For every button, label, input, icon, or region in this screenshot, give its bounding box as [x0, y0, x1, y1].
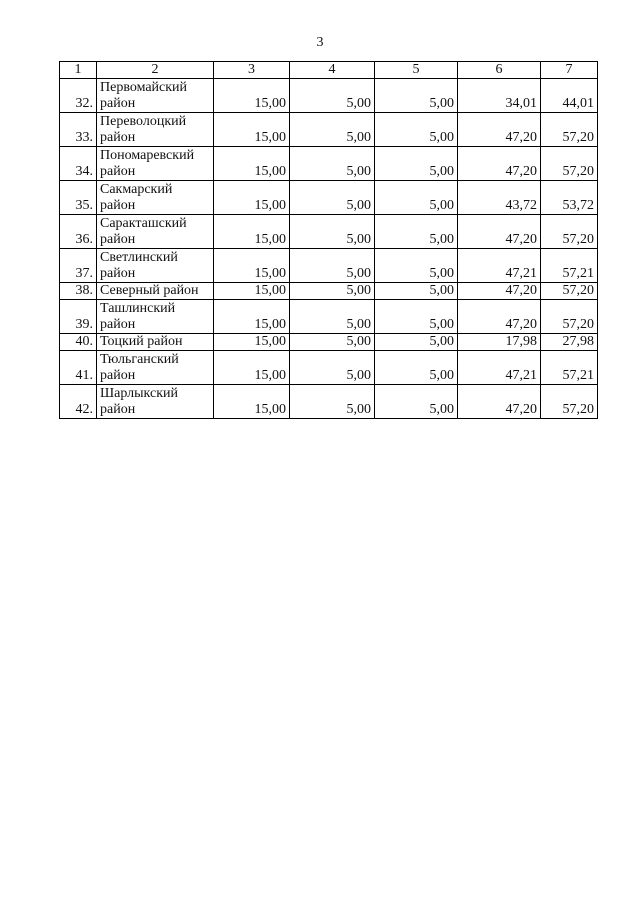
value-col7: 57,20 — [541, 147, 598, 181]
district-name: Пономаревский район — [97, 147, 214, 181]
value-col6: 47,20 — [458, 215, 541, 249]
value-col7: 53,72 — [541, 181, 598, 215]
value-col5: 5,00 — [375, 249, 458, 283]
value-col5: 5,00 — [375, 283, 458, 300]
value-col4: 5,00 — [290, 385, 375, 419]
row-number: 35. — [60, 181, 97, 215]
row-number: 36. — [60, 215, 97, 249]
district-name: Северный район — [97, 283, 214, 300]
value-col6: 47,20 — [458, 385, 541, 419]
value-col4: 5,00 — [290, 181, 375, 215]
value-col6: 47,20 — [458, 300, 541, 334]
district-name: Сакмарский район — [97, 181, 214, 215]
value-col3: 15,00 — [214, 181, 290, 215]
value-col3: 15,00 — [214, 283, 290, 300]
value-col5: 5,00 — [375, 351, 458, 385]
column-header: 3 — [214, 62, 290, 79]
value-col3: 15,00 — [214, 351, 290, 385]
value-col3: 15,00 — [214, 385, 290, 419]
value-col7: 57,20 — [541, 385, 598, 419]
row-number: 33. — [60, 113, 97, 147]
row-number: 38. — [60, 283, 97, 300]
district-name: Светлинский район — [97, 249, 214, 283]
value-col3: 15,00 — [214, 79, 290, 113]
row-number: 39. — [60, 300, 97, 334]
district-table — [59, 61, 598, 419]
column-header: 7 — [541, 62, 598, 79]
row-number: 41. — [60, 351, 97, 385]
column-header: 1 — [60, 62, 97, 79]
value-col5: 5,00 — [375, 385, 458, 419]
row-number: 32. — [60, 79, 97, 113]
value-col7: 57,21 — [541, 249, 598, 283]
value-col4: 5,00 — [290, 249, 375, 283]
table-row — [60, 385, 598, 419]
district-name: Ташлинский район — [97, 300, 214, 334]
value-col7: 57,20 — [541, 300, 598, 334]
value-col6: 17,98 — [458, 334, 541, 351]
table-row — [60, 351, 598, 385]
value-col3: 15,00 — [214, 249, 290, 283]
value-col4: 5,00 — [290, 283, 375, 300]
value-col3: 15,00 — [214, 300, 290, 334]
table-row — [60, 215, 598, 249]
column-header: 4 — [290, 62, 375, 79]
value-col4: 5,00 — [290, 215, 375, 249]
value-col6: 47,20 — [458, 283, 541, 300]
page-number: 3 — [316, 35, 324, 50]
table-row — [60, 181, 598, 215]
value-col5: 5,00 — [375, 181, 458, 215]
value-col6: 43,72 — [458, 181, 541, 215]
table-row — [60, 147, 598, 181]
value-col4: 5,00 — [290, 334, 375, 351]
value-col7: 57,20 — [541, 113, 598, 147]
value-col7: 57,21 — [541, 351, 598, 385]
column-header: 5 — [375, 62, 458, 79]
value-col3: 15,00 — [214, 215, 290, 249]
value-col5: 5,00 — [375, 113, 458, 147]
value-col5: 5,00 — [375, 79, 458, 113]
table-row — [60, 113, 598, 147]
table-row — [60, 249, 598, 283]
table-row — [60, 334, 598, 351]
value-col4: 5,00 — [290, 147, 375, 181]
district-name: Шарлыкский район — [97, 385, 214, 419]
table-row — [60, 300, 598, 334]
value-col7: 27,98 — [541, 334, 598, 351]
value-col6: 47,20 — [458, 113, 541, 147]
row-number: 42. — [60, 385, 97, 419]
row-number: 37. — [60, 249, 97, 283]
value-col4: 5,00 — [290, 300, 375, 334]
column-header: 2 — [97, 62, 214, 79]
value-col6: 47,21 — [458, 249, 541, 283]
value-col6: 47,21 — [458, 351, 541, 385]
district-name: Тюльганский район — [97, 351, 214, 385]
district-name: Переволоцкий район — [97, 113, 214, 147]
district-name: Саракташский район — [97, 215, 214, 249]
value-col6: 34,01 — [458, 79, 541, 113]
value-col7: 57,20 — [541, 215, 598, 249]
value-col3: 15,00 — [214, 147, 290, 181]
column-header: 6 — [458, 62, 541, 79]
row-number: 40. — [60, 334, 97, 351]
row-number: 34. — [60, 147, 97, 181]
value-col4: 5,00 — [290, 79, 375, 113]
district-name: Первомайский район — [97, 79, 214, 113]
value-col5: 5,00 — [375, 215, 458, 249]
value-col5: 5,00 — [375, 147, 458, 181]
value-col7: 44,01 — [541, 79, 598, 113]
value-col4: 5,00 — [290, 351, 375, 385]
value-col6: 47,20 — [458, 147, 541, 181]
value-col3: 15,00 — [214, 113, 290, 147]
value-col4: 5,00 — [290, 113, 375, 147]
district-name: Тоцкий район — [97, 334, 214, 351]
value-col3: 15,00 — [214, 334, 290, 351]
value-col7: 57,20 — [541, 283, 598, 300]
table-header-row — [60, 62, 598, 79]
value-col5: 5,00 — [375, 334, 458, 351]
table-row — [60, 283, 598, 300]
table-row — [60, 79, 598, 113]
value-col5: 5,00 — [375, 300, 458, 334]
